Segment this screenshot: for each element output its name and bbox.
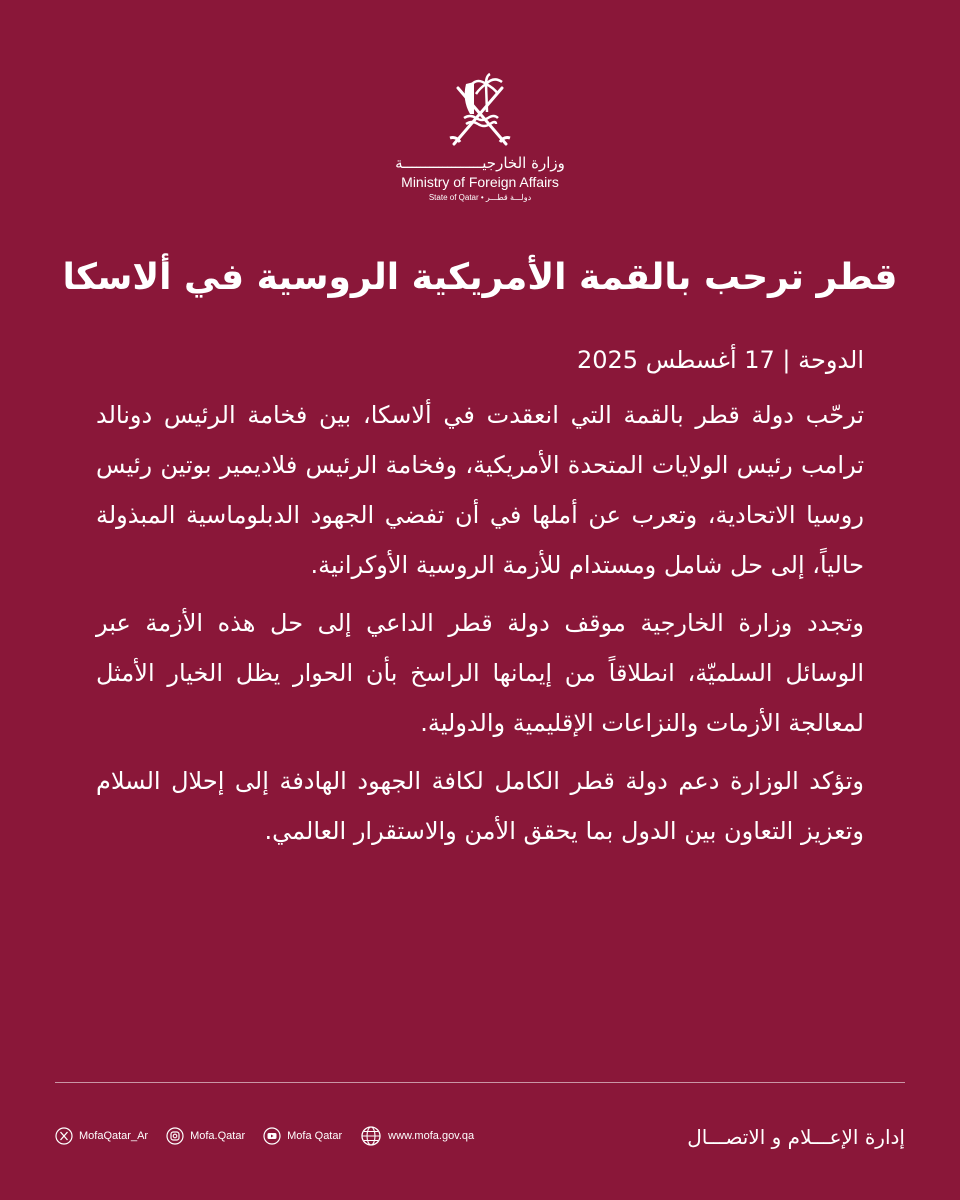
social-link-website[interactable] (360, 1125, 474, 1147)
statement-body (96, 340, 864, 864)
paragraph-1: ترحّب دولة قطر بالقمة التي انعقدت في ألاسكا، بين فخامة الرئيس دونالد ترامب رئيس الولايات المتحدة الأمريكية، وفخامة الرئيس فلاديمير بوتين رئيس روسيا الاتحادية، وتعرب عن أملها في أن تفضي الجهود الدبلوماسية المبذولة حالياً، إلى حل شامل ومستدام للأزمة الروسية الأوكرانية. (96, 401, 864, 579)
statement-title: قطر ترحب بالقمة الأمريكية الروسية في ألاسكا (62, 257, 898, 298)
dateline: الدوحة | 17 أغسطس 2025 (576, 346, 864, 374)
social-label-youtube: Mofa Qatar (287, 1130, 343, 1142)
social-label-x: MofaQatar_Ar (79, 1130, 149, 1142)
social-link-instagram[interactable] (166, 1127, 245, 1145)
social-label-instagram: Mofa.Qatar (190, 1130, 246, 1142)
state-of-qatar-line: State of Qatar • دولـــة قطـــر (428, 193, 532, 202)
ministry-name-arabic: وزارة الخارجيــــــــــــــــــة (395, 154, 565, 172)
qatar-emblem-icon (440, 70, 520, 150)
social-link-x[interactable] (55, 1127, 148, 1145)
footer-divider (55, 1082, 905, 1083)
instagram-icon (166, 1127, 184, 1145)
department-name: إدارة الإعـــلام و الاتصـــال (687, 1125, 905, 1149)
ministry-name-english: Ministry of Foreign Affairs (401, 174, 559, 190)
ministry-logo (380, 70, 580, 220)
social-links (55, 1125, 474, 1147)
globe-icon (360, 1125, 382, 1147)
social-label-website: www.mofa.gov.qa (388, 1130, 475, 1142)
youtube-icon (263, 1127, 281, 1145)
paragraph-3: وتؤكد الوزارة دعم دولة قطر الكامل لكافة الجهود الهادفة إلى إحلال السلام وتعزيز التعاون بين الدول بما يحقق الأمن والاستقرار العالمي. (96, 767, 864, 845)
social-link-youtube[interactable] (263, 1127, 342, 1145)
x-icon (55, 1127, 73, 1145)
paragraph-2: وتجدد وزارة الخارجية موقف دولة قطر الداعي إلى حل هذه الأزمة عبر الوسائل السلميّة، انطلاقاً من إيمانها الراسخ بأن الحوار يظل الخيار الأمثل لمعالجة الأزمات والنزاعات الإقليمية والدولية. (96, 609, 864, 737)
